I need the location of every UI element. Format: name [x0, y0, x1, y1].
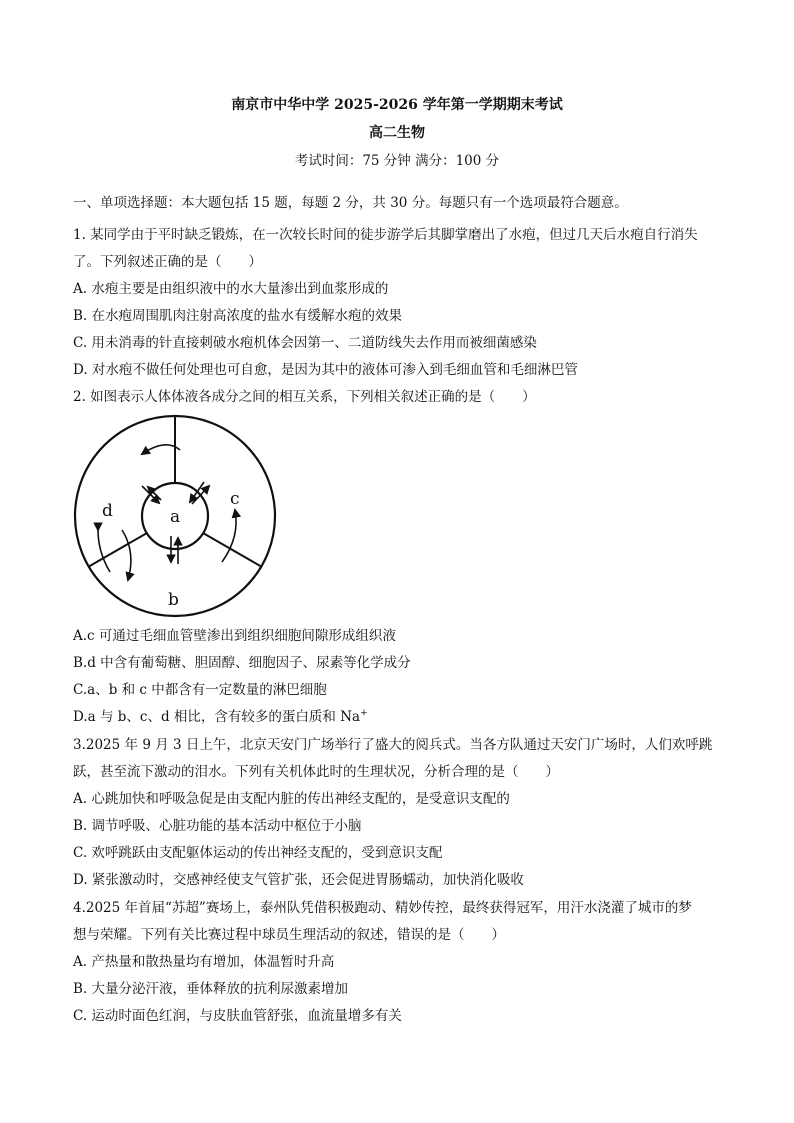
- body-fluid-diagram-svg: [70, 412, 280, 622]
- q2-option-a: A.c 可通过毛细血管壁渗出到组织细胞间隙形成组织液: [73, 628, 396, 644]
- q3-option-c: C. 欢呼跳跃由支配躯体运动的传出神经支配的，受到意识支配: [73, 845, 443, 861]
- q2-option-d-sup: +: [360, 708, 368, 719]
- exam-meta: 考试时间：75 分钟 满分：100 分: [294, 153, 500, 169]
- q1-stem-line2: 了。下列叙述正确的是（ ）: [73, 254, 262, 270]
- q3-option-d: D. 紧张激动时，交感神经使支气管扩张，还会促进胃肠蠕动，加快消化吸收: [73, 872, 524, 888]
- subject-title: 高二生物: [369, 125, 425, 141]
- section-heading: 一、单项选择题：本大题包括 15 题，每题 2 分，共 30 分。每题只有一个选项最符合题意。: [73, 195, 628, 211]
- q2-option-b: B.d 中含有葡萄糖、胆固醇、细胞因子、尿素等化学成分: [73, 655, 411, 671]
- q4-option-a: A. 产热量和散热量均有增加，体温暂时升高: [73, 954, 335, 970]
- label-b: b: [168, 590, 179, 610]
- q4-stem-line1: 4.2025 年首届“苏超”赛场上，泰州队凭借积极跑动、精妙传控，最终获得冠军，用汗水浇灌了城市的梦: [73, 900, 692, 916]
- q3-stem-line1: 3.2025 年 9 月 3 日上午，北京天安门广场举行了盛大的阅兵式。当各方队通过天安门广场时，人们欢呼跳: [73, 737, 713, 753]
- q2-stem: 2. 如图表示人体体液各成分之间的相互关系，下列相关叙述正确的是（ ）: [73, 389, 536, 405]
- arrow-left-inner: [122, 530, 131, 580]
- q2-option-d: [73, 707, 733, 727]
- q3-option-a: A. 心跳加快和呼吸急促是由支配内脏的传出神经支配的，是受意识支配的: [73, 791, 510, 807]
- label-d: d: [102, 501, 113, 521]
- q3-option-b: B. 调节呼吸、心脏功能的基本活动中枢位于小脑: [73, 818, 362, 834]
- exam-title: 南京市中华中学 2025-2026 学年第一学期期末考试: [231, 97, 563, 113]
- arrow-right: [222, 510, 236, 562]
- q4-option-b: B. 大量分泌汗液，垂体释放的抗利尿激素增加: [73, 981, 349, 997]
- q4-option-c: C. 运动时面色红润，与皮肤血管舒张，血流量增多有关: [73, 1008, 402, 1024]
- divider-left: [88, 533, 147, 567]
- label-c: c: [230, 489, 240, 509]
- q1-option-a: A. 水疱主要是由组织液中的水大量渗出到血浆形成的: [73, 281, 389, 297]
- q2-option-c: C.a、b 和 c 中都含有一定数量的淋巴细胞: [73, 682, 327, 698]
- q1-stem-line1: 1. 某同学由于平时缺乏锻炼，在一次较长时间的徒步游学后其脚掌磨出了水疱，但过几天后水疱自行消失: [73, 227, 698, 243]
- q1-option-b: B. 在水疱周围肌肉注射高浓度的盐水有缓解水疱的效果: [73, 308, 403, 324]
- divider-right: [203, 533, 262, 567]
- q3-stem-line2: 跃，甚至流下激动的泪水。下列有关机体此时的生理状况，分析合理的是（ ）: [73, 764, 559, 780]
- q1-option-d: D. 对水疱不做任何处理也可自愈，是因为其中的液体可渗入到毛细血管和毛细淋巴管: [73, 362, 578, 378]
- q1-option-c: C. 用未消毒的针直接刺破水疱机体会因第一、二道防线失去作用而被细菌感染: [73, 335, 537, 351]
- q4-stem-line2: 想与荣耀。下列有关比赛过程中球员生理活动的叙述，错误的是（ ）: [73, 927, 505, 943]
- arrow-left-outer: [98, 530, 110, 572]
- label-a: a: [170, 507, 181, 527]
- q2-option-d-text: D.a 与 b、c、d 相比，含有较多的蛋白质和 Na: [73, 709, 361, 725]
- body-fluid-diagram: [70, 412, 280, 622]
